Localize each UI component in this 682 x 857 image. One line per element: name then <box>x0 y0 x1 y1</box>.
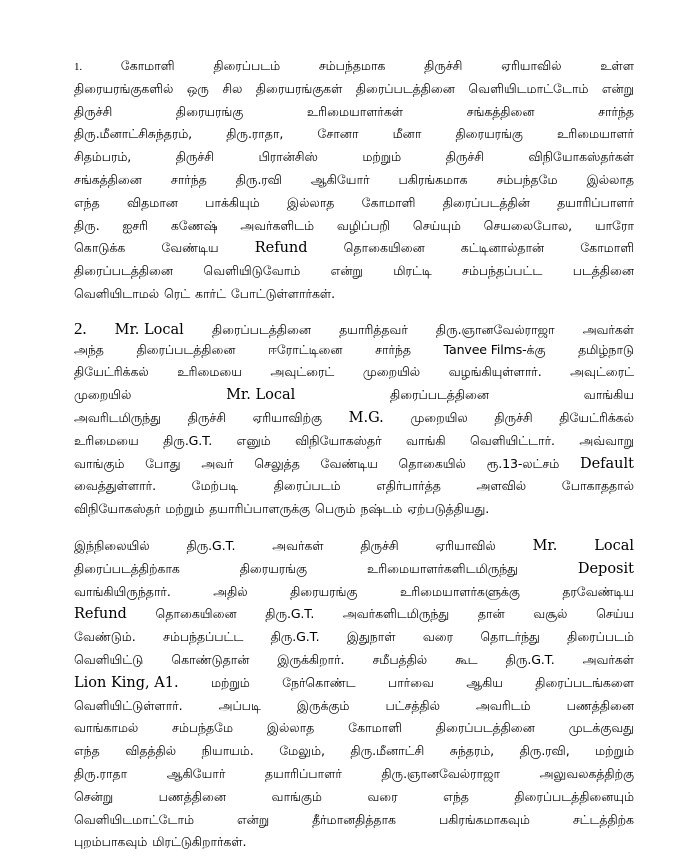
word: சம்பந்தப்பட்ட <box>163 629 244 645</box>
word: திருச்சி <box>360 537 399 553</box>
word: திருச்சி <box>424 58 463 73</box>
text-line <box>74 410 634 433</box>
word: பார்வை <box>387 674 434 690</box>
word: திரைப்படத்தினை <box>390 387 489 403</box>
word: திரையரங்கு <box>175 103 244 119</box>
word: ஏற்படுத்தியது. <box>407 501 490 517</box>
word: அளவில் <box>476 478 527 494</box>
word: ரெட் <box>164 285 191 301</box>
word: கொடுக்க <box>74 240 126 256</box>
word: திருச்சி <box>494 409 533 425</box>
text-line <box>74 286 634 309</box>
word: திரு.ஞானவேல்ராஜா <box>381 765 500 781</box>
word: திருச்சி <box>187 409 226 425</box>
word: Lion King, A1. <box>74 674 179 691</box>
word: வாங்கியிருந்தார். <box>74 583 171 599</box>
word: உள்ள <box>600 58 634 73</box>
word: ஏரியாவிற்கு <box>252 409 322 425</box>
word: Refund <box>74 606 127 623</box>
word: திரு.G.T. <box>186 537 236 553</box>
word: எந்த <box>443 788 469 804</box>
word: மிரட்டுகிறார்கள். <box>152 834 247 850</box>
word: இல்லாத <box>286 194 335 210</box>
word: திரு.ரவி <box>235 171 282 187</box>
word: சார்ந்த <box>598 103 634 119</box>
word: திரு.G.T. <box>505 651 555 667</box>
word: Mr. <box>532 537 558 554</box>
word: இருக்கிறார். <box>277 651 345 667</box>
word: விநியோகஸ்தர் <box>74 501 161 517</box>
word: திரைப்படத்தினை <box>435 720 535 736</box>
word: செயலைபோல, <box>483 217 573 233</box>
text-line <box>74 149 634 172</box>
word: செய்ய <box>596 606 634 622</box>
word: என்று <box>601 80 634 96</box>
word: முறையில <box>410 409 468 425</box>
word: செலுத்த <box>254 455 300 471</box>
word: அலுவலகத்திற்கு <box>539 765 634 781</box>
text-line <box>74 240 634 263</box>
word: வெளியிடுவோம் <box>203 263 301 279</box>
word: சம்பந்தமாக <box>318 58 386 73</box>
word: திரைப்படங்களை <box>535 674 634 690</box>
text-line <box>74 81 634 104</box>
word: என்று <box>330 263 363 279</box>
word: Default <box>579 455 634 472</box>
word: திரைப்படத்தினை <box>211 321 311 337</box>
text-line <box>74 364 634 387</box>
word: ஈரோட்டினை <box>268 341 343 357</box>
text-line <box>74 387 634 410</box>
word: எந்த <box>74 194 100 210</box>
word: வைத்துள்ளார். <box>74 478 156 494</box>
word: கோமாளி <box>348 720 402 736</box>
word: எனும் <box>236 432 271 448</box>
word: சில <box>222 80 243 96</box>
word: கூட <box>455 651 478 667</box>
word: திரைப்படத்தினையும் <box>514 788 634 804</box>
word: உரிமையாளர்களிடமிருந்து <box>366 560 518 576</box>
word: உரிமையாளர்கள் <box>306 103 403 119</box>
word: வெளியிடாமல் <box>74 285 159 301</box>
word: தியேட்ரிக்கல் <box>559 409 634 425</box>
word: வசூல் <box>533 606 568 622</box>
word: போட்டுள்ளார்கள். <box>230 285 335 301</box>
word: அவுட்ரைட் <box>270 364 335 380</box>
text-line <box>74 126 634 149</box>
text-line <box>74 319 634 342</box>
text-line <box>74 263 634 286</box>
word: வழிப்பறி <box>336 217 391 233</box>
word: இதுநாள் <box>346 629 396 645</box>
word: ஆகியோர் <box>310 171 370 187</box>
text-line <box>74 834 634 857</box>
word: பணத்தினை <box>566 697 634 713</box>
text-line <box>74 561 634 584</box>
word: மீனா <box>392 126 422 142</box>
word: திரைப்படத்தின் <box>442 194 530 210</box>
word: கட்டினால்தான் <box>460 240 545 256</box>
word: திரு.மீனாட்சிசுந்தரம், <box>74 126 193 142</box>
word: தயாரித்தவர் <box>339 321 408 337</box>
word: தான் <box>477 606 505 622</box>
word: பகிரங்கமாகவும் <box>438 811 530 827</box>
word: Tanvee Films-க்கு <box>443 341 546 357</box>
word: அப்படி <box>218 697 261 713</box>
word: வேண்டிய <box>320 455 378 471</box>
word: இருக்கும் <box>296 697 350 713</box>
word: தரவேண்டிய <box>562 583 634 599</box>
word: திரு.G.T. <box>163 432 213 448</box>
word: திரு.ராதா, <box>226 126 284 142</box>
word: விநியோகஸ்தர்கள் <box>528 149 634 165</box>
word: கொண்டுதான் <box>171 651 250 667</box>
word: நியாயம். <box>201 743 254 759</box>
word: நஷ்டம் <box>360 501 403 517</box>
word: திரு.ராதா <box>74 765 128 781</box>
word: மற்றும் <box>362 149 402 165</box>
word: உரிமையை <box>177 364 242 380</box>
word: தொடர்ந்து <box>480 629 540 645</box>
paragraph-1 <box>74 58 634 309</box>
word: வாங்கி <box>405 432 446 448</box>
word: படத்தினை <box>572 263 634 279</box>
word: தீர்மானதித்தாக <box>312 811 396 827</box>
word: பகிரங்கமாக <box>398 171 468 187</box>
word: கோமாளி <box>580 240 634 256</box>
word: தொகையினை <box>343 240 425 256</box>
text-line <box>74 478 634 501</box>
word: அவ்வாறு <box>579 432 634 448</box>
word: ஏரியாவில் <box>435 537 496 553</box>
word: சென்று <box>74 788 114 804</box>
word: வெளியிட்டுள்ளார். <box>74 697 183 713</box>
word: வாங்காமல் <box>74 720 139 736</box>
word: யாரோ <box>594 217 634 233</box>
paragraph-3 <box>74 538 634 857</box>
word: அவர்கள் <box>582 651 634 667</box>
word: Mr. Local <box>226 387 296 404</box>
word: இந்நிலையில் <box>74 537 150 553</box>
word: தமிழ்நாடு <box>578 341 634 357</box>
word: அவர்கள் <box>272 537 324 553</box>
word: வாங்கும் <box>74 455 125 471</box>
word: வெளியிடமாட்டோம் <box>74 811 194 827</box>
word: சங்கத்தினை <box>466 103 535 119</box>
word: அவரிடமிருந்து <box>74 409 162 425</box>
word: திருச்சி <box>445 149 484 165</box>
word: திரையரங்கு <box>455 126 523 142</box>
paragraph-2 <box>74 319 634 524</box>
word: ரூ.13-லட்சம் <box>486 455 560 471</box>
word: உரிமையாளர்களுக்கு <box>399 583 520 599</box>
text-line <box>74 538 634 561</box>
word: கார்ட் <box>195 285 226 301</box>
word: தொகையில் <box>398 455 466 471</box>
word: முறையில் <box>74 387 132 403</box>
word: சமீபத்தில் <box>372 651 428 667</box>
word: வரை <box>422 629 453 645</box>
word: தயாரிப்பாளர் <box>557 194 634 210</box>
word: வரை <box>367 788 398 804</box>
word: புறம்பாகவும் <box>74 834 148 850</box>
word: சங்கத்தினை <box>74 171 142 187</box>
word: வாங்கும் <box>271 788 322 804</box>
word: தயாரிப்பாளர் <box>264 765 342 781</box>
word: வேண்டிய <box>161 240 219 256</box>
word: போகாததால் <box>561 478 634 494</box>
text-line <box>74 720 634 743</box>
word: M.G. <box>348 409 384 426</box>
word: தொகையினை <box>155 606 237 622</box>
word: அவர்களிடம் <box>240 217 315 233</box>
word: திரையரங்கு <box>239 560 308 576</box>
text-line <box>74 652 634 675</box>
word: பட்சத்தில் <box>385 697 440 713</box>
word: மேற்படி <box>191 478 239 494</box>
text-line <box>74 606 634 629</box>
word: என்று <box>236 811 270 827</box>
text-line <box>74 789 634 812</box>
text-line <box>74 342 634 365</box>
word: நேர்கொண்ட <box>282 674 356 690</box>
word: அவர் <box>201 455 234 471</box>
word: ஆகியோர் <box>166 765 226 781</box>
text-line <box>74 172 634 195</box>
word: தியேட்ரிக்கல் <box>74 364 149 380</box>
text-line <box>74 456 634 479</box>
word: சிதம்பரம், <box>74 149 132 165</box>
word: மற்றும் <box>210 674 250 690</box>
word: சார்ந்த <box>375 341 411 357</box>
word: செய்யும் <box>412 217 461 233</box>
word: கோமாளி <box>120 58 175 73</box>
text-line <box>74 584 634 607</box>
word: திருச்சி <box>175 149 214 165</box>
word: வேண்டும். <box>74 629 136 645</box>
word: Mr. Local <box>114 321 184 338</box>
text-line <box>74 104 634 127</box>
word: திரு.G.T. <box>265 606 315 622</box>
word: ஆகிய <box>466 674 503 690</box>
document-page <box>74 58 634 857</box>
word: வெளியிட்டார். <box>470 432 555 448</box>
text-line <box>74 58 634 81</box>
text-line <box>74 743 634 766</box>
word: திரு. <box>74 217 100 233</box>
word: சம்பந்தப்பட்ட <box>462 263 543 279</box>
word: உரிமையாளர் <box>557 126 634 142</box>
word: மற்றும் <box>595 743 634 759</box>
word: சோனா <box>317 126 359 142</box>
word: மற்றும் <box>165 501 205 517</box>
word: ஐசரி <box>122 217 149 233</box>
word: திரைப்படத்திற்காக <box>74 560 180 576</box>
word: விதத்தில் <box>125 743 177 759</box>
word: திரைப்படத்தினை <box>355 80 455 96</box>
word: திரு.ஞானவேல்ராஜா <box>435 321 555 337</box>
word: திரைப்படம் <box>273 478 341 494</box>
word: எந்த <box>74 743 100 759</box>
word: தயாரிப்பாளருக்கு <box>209 501 311 517</box>
word: திரு.ரவி, <box>519 743 570 759</box>
text-line <box>74 812 634 835</box>
word: திரைப்படத்தினை <box>136 341 236 357</box>
word: பாக்கியும் <box>205 194 260 210</box>
word: சம்பந்தமே <box>496 171 558 187</box>
word: அவரிடம் <box>476 697 531 713</box>
word: வழங்கியுள்ளார். <box>448 364 542 380</box>
word: திரைப்படம் <box>567 629 634 645</box>
word: பெரும் <box>315 501 356 517</box>
word: வாங்கிய <box>583 387 634 403</box>
text-line <box>74 675 634 698</box>
word: அவர்கள் <box>582 321 634 337</box>
text-line <box>74 218 634 241</box>
word: Local <box>594 537 634 554</box>
word: திரு.மீனாட்சி <box>350 743 425 759</box>
word: திரையரங்குகள் <box>255 80 343 96</box>
word: விதமான <box>126 194 178 210</box>
word: ஒரு <box>186 80 209 96</box>
word: மிரட்டி <box>393 263 432 279</box>
word: திரைப்படத்தினை <box>74 263 173 279</box>
word: சம்பந்தமே <box>172 720 233 736</box>
word: இல்லாத <box>266 720 315 736</box>
word: திருச்சி <box>74 103 113 119</box>
word: 1. <box>74 61 82 73</box>
word: ஏரியாவில் <box>501 58 562 73</box>
text-line <box>74 501 634 524</box>
word: வெளியிட்டு <box>74 651 144 667</box>
word: போது <box>145 455 181 471</box>
word: சார்ந்த <box>170 171 207 187</box>
text-line <box>74 433 634 456</box>
word: முடக்குவது <box>568 720 634 736</box>
word: முறையில் <box>362 364 421 380</box>
word: எதிர்பார்த்த <box>376 478 441 494</box>
word: Refund <box>254 240 308 257</box>
word: மேலும், <box>279 743 325 759</box>
word: அந்த <box>74 341 104 357</box>
word: திரையரங்குகளில் <box>74 80 174 96</box>
word: 2. <box>74 318 87 338</box>
word: பணத்தினை <box>158 788 226 804</box>
word: சட்டத்திற்க <box>572 811 634 827</box>
text-line <box>74 195 634 218</box>
word: கோமாளி <box>361 194 416 210</box>
word: திரு.G.T. <box>270 629 320 645</box>
text-line <box>74 698 634 721</box>
text-line <box>74 766 634 789</box>
word: உரிமையை <box>74 432 139 448</box>
word: அதில் <box>213 583 248 599</box>
word: விநியோகஸ்தர் <box>295 432 382 448</box>
text-line <box>74 629 634 652</box>
word: அவுட்ரைட் <box>570 364 634 380</box>
word: வெளியிடமாட்டோம் <box>468 80 589 96</box>
word: திரைப்படம் <box>213 58 281 73</box>
word: சுந்தரம், <box>449 743 495 759</box>
word: அவர்களிடமிருந்து <box>342 606 450 622</box>
word: Deposit <box>577 560 634 577</box>
word: பிரான்சிஸ் <box>258 149 318 165</box>
word: இல்லாத <box>586 171 634 187</box>
word: கணேஷ் <box>170 217 218 233</box>
word: திரையரங்கு <box>290 583 358 599</box>
